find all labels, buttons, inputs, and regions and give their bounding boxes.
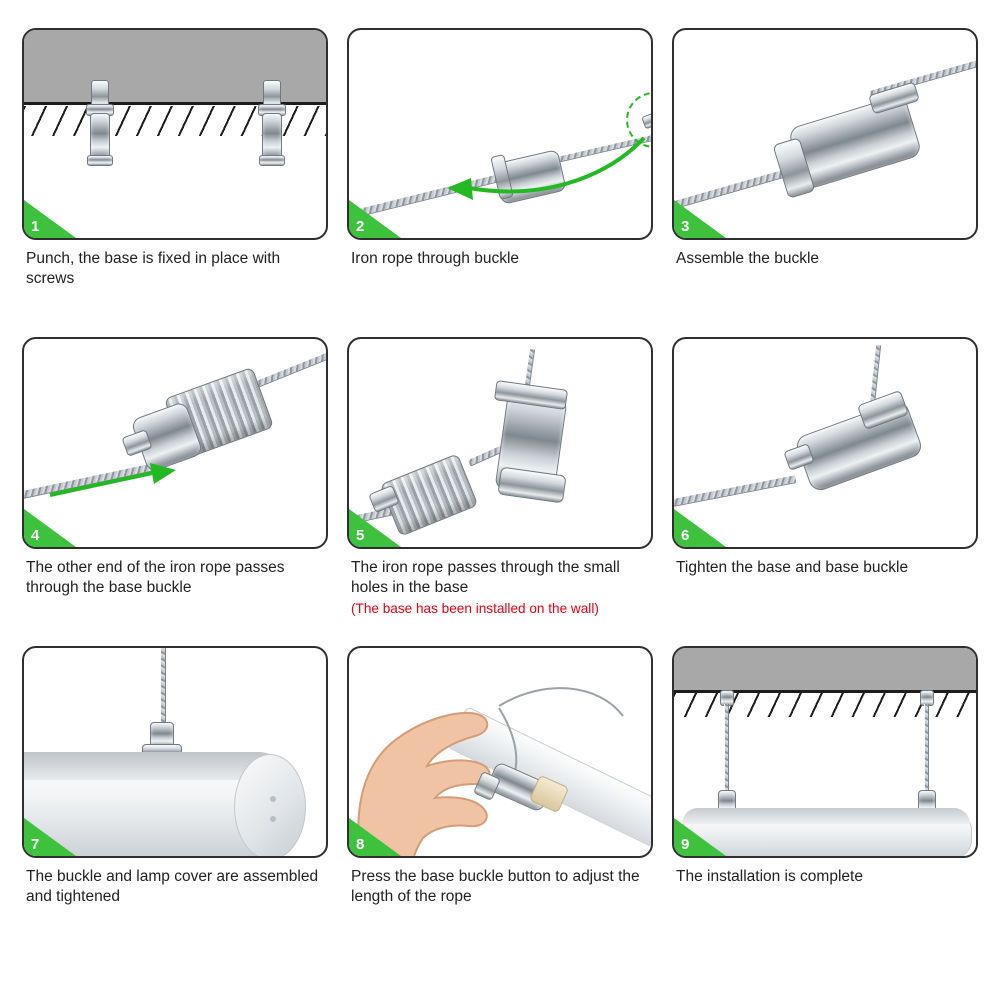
- step-illustration-1: [22, 28, 328, 240]
- step-badge-1: [24, 198, 80, 238]
- step-cell-1: [22, 28, 328, 333]
- suspension-rope-left: [724, 704, 729, 796]
- step-caption-6: Tighten the base and base buckle: [676, 559, 909, 576]
- base-bottom-left: [87, 155, 113, 166]
- step-number-5: 5: [356, 527, 365, 544]
- iron-rope-top: [869, 345, 881, 405]
- step-badge-6: [674, 507, 730, 547]
- step-badge-8: [349, 816, 405, 856]
- step-caption-9: The installation is complete: [676, 868, 863, 885]
- step-number-9: 9: [681, 836, 690, 853]
- step-number-7: 7: [31, 836, 40, 853]
- step-caption-7: The buckle and lamp cover are assembled and tightened: [26, 868, 319, 906]
- lamp-end-screw-2: [270, 816, 276, 822]
- step-caption-3: Assemble the buckle: [676, 250, 820, 267]
- step-cell-3: [672, 28, 978, 333]
- step-illustration-8: [347, 646, 653, 858]
- step-badge-7: [24, 816, 80, 856]
- step-illustration-5: [347, 337, 653, 549]
- step-cell-4: [22, 337, 328, 642]
- base-body-left: [90, 113, 110, 159]
- step-badge-2: [349, 198, 405, 238]
- lamp-end-screw-1: [270, 796, 276, 802]
- step-number-6: 6: [681, 527, 690, 544]
- step-cell-2: [347, 28, 653, 333]
- lamp-end-cap: [234, 754, 306, 858]
- step-badge-4: [24, 507, 80, 547]
- step-cell-8: [347, 646, 653, 951]
- base-bottom-right: [259, 155, 285, 166]
- step-cell-6: [672, 337, 978, 642]
- ceiling-slab: [674, 648, 976, 692]
- step-number-2: 2: [356, 218, 365, 235]
- step-badge-9: [674, 816, 730, 856]
- step-caption-2: Iron rope through buckle: [351, 250, 520, 267]
- iron-rope-left: [672, 474, 796, 508]
- step-caption-4: The other end of the iron rope passes through the base buckle: [26, 559, 285, 597]
- step-illustration-6: [672, 337, 978, 549]
- step-badge-3: [674, 198, 730, 238]
- step-cell-9: [672, 646, 978, 951]
- step-cell-5: [347, 337, 653, 642]
- step-illustration-2: [347, 28, 653, 240]
- step-illustration-9: [672, 646, 978, 858]
- step-note-5: (The base has been installed on the wall): [351, 600, 599, 616]
- step-number-3: 3: [681, 218, 690, 235]
- step-illustration-4: [22, 337, 328, 549]
- step-number-1: 1: [31, 218, 40, 235]
- step-caption-1: Punch, the base is fixed in place with screws: [26, 250, 281, 288]
- step-caption-5: The iron rope passes through the small holes in the base: [351, 559, 620, 597]
- step-illustration-3: [672, 28, 978, 240]
- step-number-4: 4: [31, 527, 40, 544]
- step-number-8: 8: [356, 836, 365, 853]
- base-body-right: [262, 113, 282, 159]
- step-illustration-7: [22, 646, 328, 858]
- step-cell-7: [22, 646, 328, 951]
- suspension-rope: [160, 648, 166, 730]
- step-caption-8: Press the base buckle button to adjust the length of the rope: [351, 868, 640, 906]
- step-badge-5: [349, 507, 405, 547]
- steps-grid: [24, 28, 976, 951]
- suspension-rope-right: [924, 704, 929, 796]
